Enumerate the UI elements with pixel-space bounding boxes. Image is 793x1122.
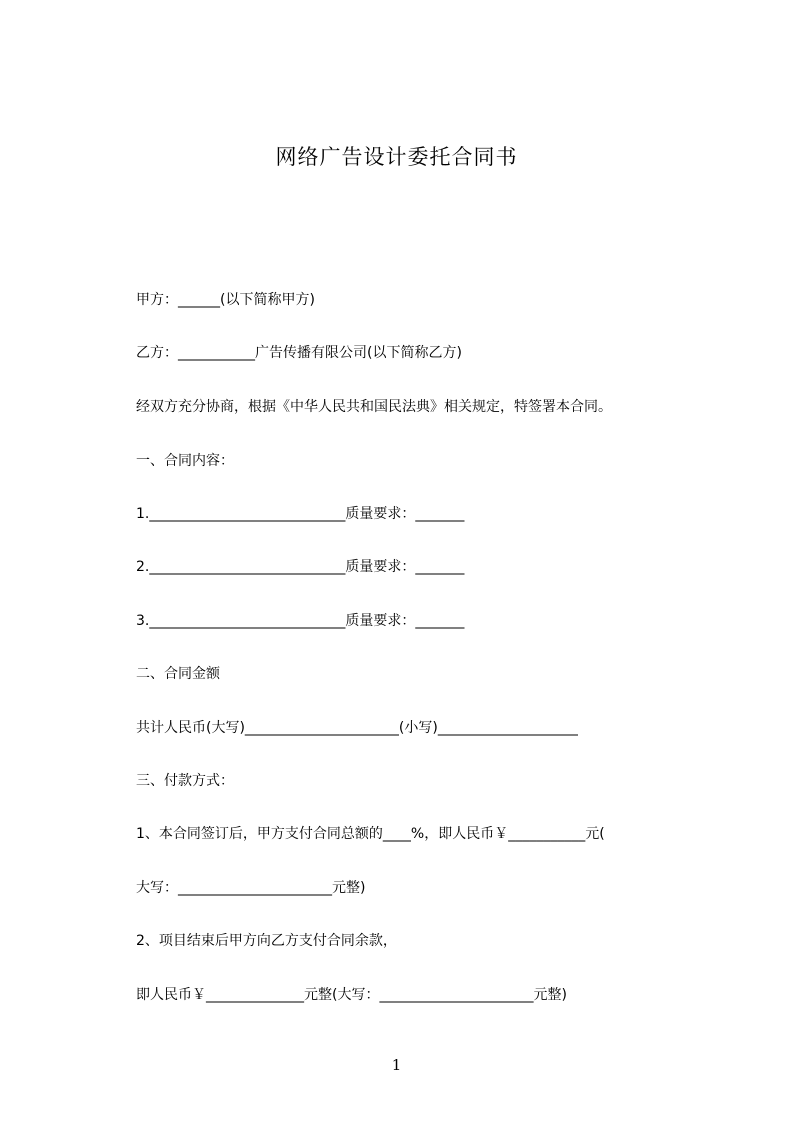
- amount-line: 共计人民币(大写)______________________(小写)____________________: [136, 720, 578, 736]
- section-3-heading: 三、付款方式：: [136, 773, 234, 789]
- payment-2-line-1: 2、项目结束后甲方向乙方支付合同余款，: [136, 933, 397, 949]
- payment-1-line-2: 大写：______________________元整): [136, 880, 366, 896]
- party-b-line: 乙方：___________广告传播有限公司(以下简称乙方): [136, 345, 462, 361]
- payment-1-line-1: 1、本合同签订后，甲方支付合同总额的____%，即人民币￥___________元(: [136, 826, 605, 842]
- party-a-line: 甲方：______(以下简称甲方): [136, 292, 315, 308]
- content-item-2: 2.____________________________质量要求：_______: [136, 559, 465, 575]
- content-item-1: 1.____________________________质量要求：_______: [136, 506, 465, 522]
- content-item-3: 3.____________________________质量要求：_______: [136, 613, 465, 629]
- section-1-heading: 一、合同内容：: [136, 453, 234, 469]
- section-2-heading: 二、合同金额: [136, 666, 220, 682]
- document-title: 网络广告设计委托合同书: [275, 145, 518, 169]
- intro-paragraph: 经双方充分协商，根据《中华人民共和国民法典》相关规定，特签署本合同。: [136, 399, 612, 415]
- payment-2-line-2: 即人民币￥______________元整(大写：______________________元整): [136, 987, 567, 1003]
- page-number: 1: [391, 1056, 402, 1074]
